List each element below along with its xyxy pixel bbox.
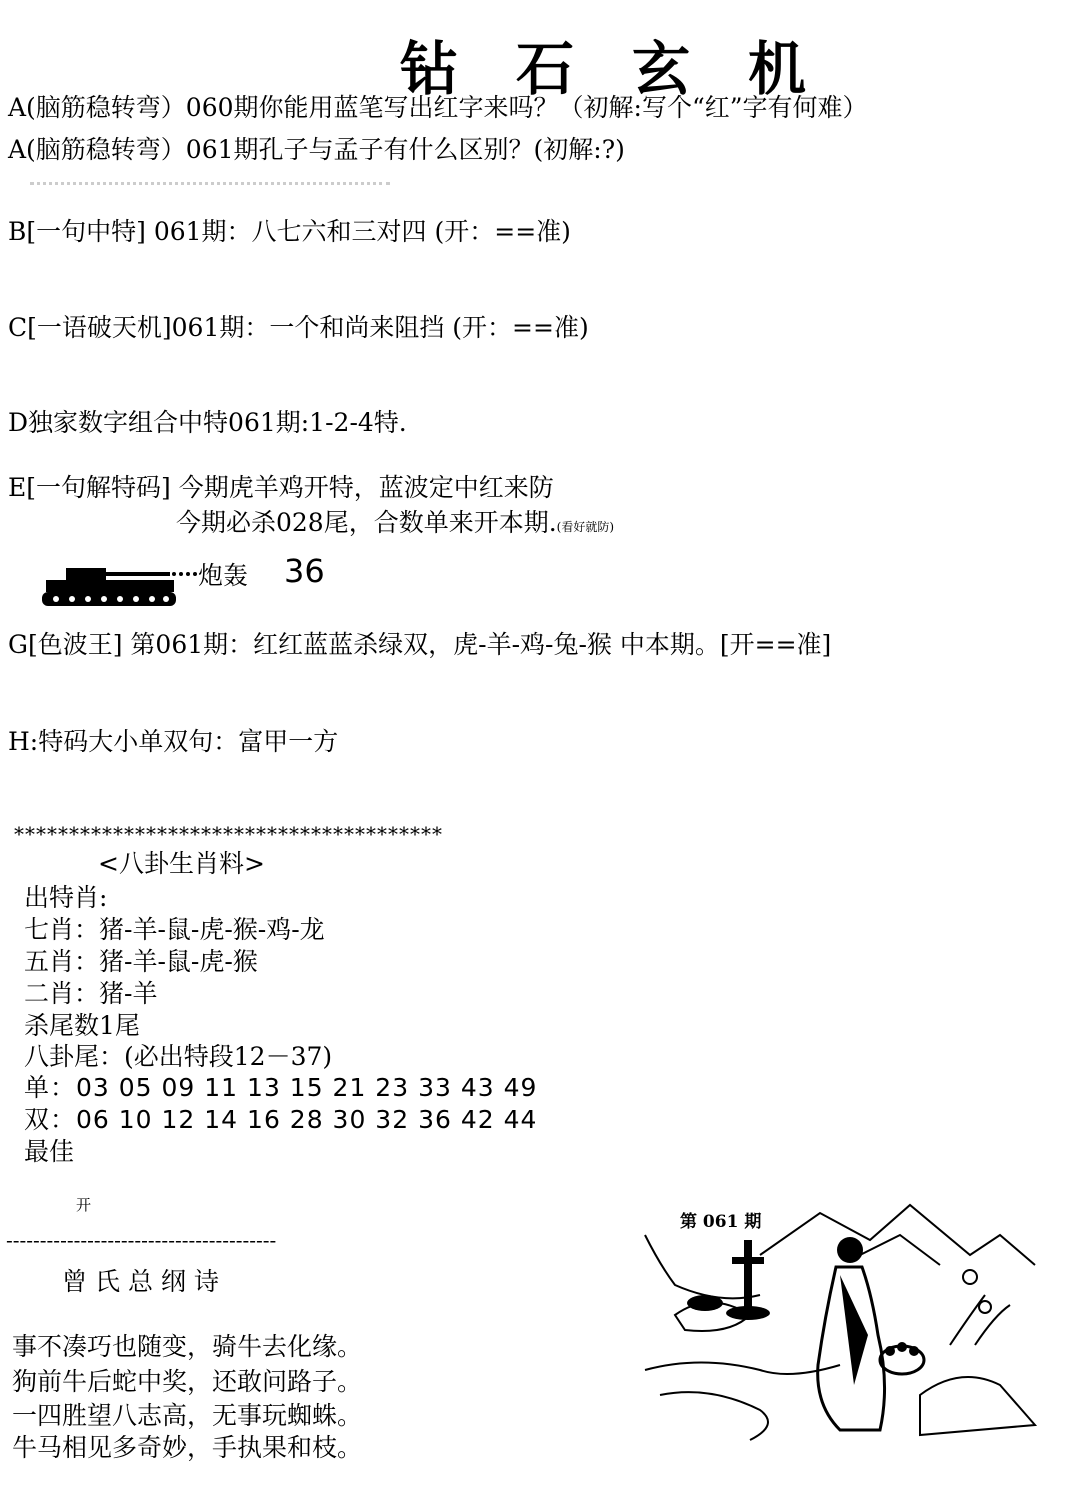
bagua-row-2: 五肖：猪-羊-鼠-虎-猴 <box>24 947 258 976</box>
line-e-2-text: 今期必杀028尾，合数单来开本期. <box>176 508 557 537</box>
bagua-row-4: 杀尾数1尾 <box>24 1011 140 1040</box>
faded-text-remnant <box>30 182 390 193</box>
bagua-title: <八卦生肖料> <box>98 849 265 878</box>
cannon-label: 炮轰 <box>198 561 249 590</box>
issue-label: 第 061 期 <box>680 1212 762 1232</box>
poem-line-3: 一四胜望八志高，无事玩蜘蛛。 <box>12 1401 363 1430</box>
line-e-2-note: (看好就防) <box>556 520 615 534</box>
line-g: G[色波王] 第061期：红红蓝蓝杀绿双，虎-羊-鸡-兔-猴 中本期。[开==准] <box>8 630 832 659</box>
line-d: D独家数字组合中特061期:1-2-4特. <box>8 408 407 437</box>
line-h: H:特码大小单双句：富甲一方 <box>8 727 339 756</box>
line-e-1: E[一句解特码] 今期虎羊鸡开特，蓝波定中红来防 <box>8 473 554 502</box>
bagua-row-5: 八卦尾：(必出特段12－37) <box>24 1042 333 1071</box>
bagua-kai: 开 <box>76 1196 92 1214</box>
bagua-row-0: 出特肖: <box>24 883 108 912</box>
line-c: C[一语破天机]061期：一个和尚来阻挡 (开：==准) <box>8 313 589 342</box>
line-e-2 <box>176 503 614 539</box>
poem-line-2: 狗前牛后蛇中奖，还敢问路子。 <box>12 1367 363 1396</box>
bagua-row-3: 二肖：猪-羊 <box>24 979 158 1008</box>
cannon-number: 36 <box>284 552 325 590</box>
line-b: B[一句中特] 061期：八七六和三对四 (开：==准) <box>8 217 571 246</box>
bagua-row-even: 双：06 10 12 14 16 28 30 32 36 42 44 <box>24 1105 538 1134</box>
bagua-row-odd: 单：03 05 09 11 13 15 21 23 33 43 49 <box>24 1073 538 1102</box>
landscape-illustration <box>640 1195 1050 1450</box>
riddle-a-061: A(脑筋稳转弯）061期孔子与孟子有什么区别？(初解:?) <box>8 135 625 164</box>
poem-line-1: 事不凑巧也随变，骑牛去化缘。 <box>12 1332 363 1361</box>
tank-icon <box>40 558 200 612</box>
riddle-a-060: A(脑筋稳转弯）060期你能用蓝笔写出红字来吗？（初解:写个“红”字有何难） <box>8 93 868 122</box>
page-title: 钻石玄机 <box>400 35 865 103</box>
bagua-row-1: 七肖：猪-羊-鼠-虎-猴-鸡-龙 <box>24 915 325 944</box>
dash-divider: ---------------------------------------- <box>6 1228 277 1252</box>
poem-title: 曾氏总纲诗 <box>62 1267 228 1296</box>
star-divider: *************************************** <box>14 822 443 846</box>
bagua-row-best: 最佳 <box>24 1137 75 1166</box>
poem-line-4: 牛马相见多奇妙，手执果和枝。 <box>12 1433 363 1462</box>
